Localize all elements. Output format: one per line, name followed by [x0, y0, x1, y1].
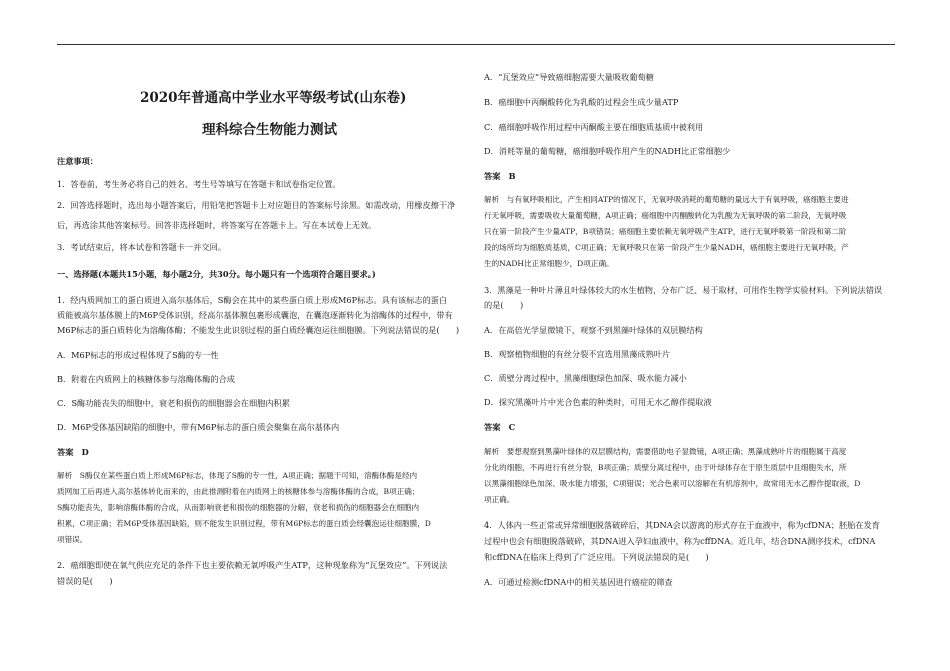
notice-item: 3．考试结束后，将本试卷和答题卡一并交回。: [57, 242, 226, 252]
q2-analysis: 生的NADH比正常细胞少，D项正确。: [484, 259, 614, 268]
q2-analysis: 行无氧呼吸，需要吸收大量葡萄糖，A项正确；癌细胞中丙酮酸转化为乳酸为无氧呼吸的第二阶段，无氧呼吸: [484, 211, 847, 220]
q3-analysis: 项正确。: [484, 495, 515, 504]
q1-stem: M6P标志的蛋白质转化为溶酶体酶；不能发生此识别过程的蛋白质经囊泡运往细胞膜。下列说法错误的是( ): [57, 325, 460, 335]
page-title: 2020年普通高中学业水平等级考试(山东卷): [140, 90, 407, 106]
q2-stem: 错误的是( ): [57, 576, 113, 586]
q2-option-c: C．癌细胞呼吸作用过程中丙酮酸主要在细胞质基质中被利用: [484, 122, 704, 132]
notice-item: 2．回答选择题时，选出每小题答案后，用铅笔把答题卡上对应题目的答案标号涂黑。如需改动，用橡皮擦干净: [57, 200, 456, 210]
q2-stem: 2．癌细胞即使在氧气供应充足的条件下也主要依赖无氧呼吸产生ATP，这种现象称为“瓦堡效应”。下列说法: [57, 560, 448, 570]
q1-analysis: 质网加工后再进入高尔基体转化而来的，由此推测附着在内质网上的核糖体参与溶酶体酶的合成，B项正确；: [57, 487, 420, 496]
q1-stem: 质能被高尔基体膜上的M6P受体识别，经高尔基体膜包裹形成囊泡，在囊泡逐渐转化为溶酶体的过程中，带有: [57, 310, 453, 320]
q3-option-a: A．在高倍光学显微镜下，观察不到黑藻叶绿体的双层膜结构: [484, 325, 703, 335]
q1-answer: 答案 D: [57, 447, 89, 457]
q1-option-c: C．S酶功能丧失的细胞中，衰老和损伤的细胞器会在细胞内积累: [57, 398, 290, 408]
q4-option-a: A．可通过检测cfDNA中的相关基因进行癌症的筛查: [484, 577, 673, 587]
q2-analysis: 段的场所均为细胞质基质，C项正确；无氧呼吸只在第一阶段产生少量NADH，癌细胞主要进行无氧呼吸，产: [484, 243, 849, 252]
q3-analysis: 解析 要想观察到黑藻叶绿体的双层膜结构，需要借助电子显微镜，A项正确；黑藻成熟叶片的细胞属于高度: [484, 447, 847, 456]
q3-option-d: D．探究黑藻叶片中光合色素的种类时，可用无水乙醇作提取液: [484, 397, 712, 407]
page-subtitle: 理科综合生物能力测试: [202, 122, 337, 138]
q1-analysis: S酶功能丧失，影响溶酶体酶的合成，从而影响衰老和损伤的细胞器的分解，衰老和损伤的细胞器会在细胞内: [57, 503, 420, 512]
notice-heading: 注意事项：: [57, 156, 98, 166]
q3-stem: 3．黑藻是一种叶片薄且叶绿体较大的水生植物，分布广泛、易于取材，可用作生物学实验材料。下列说法错误: [484, 285, 883, 295]
q1-option-a: A．M6P标志的形成过程体现了S酶的专一性: [57, 350, 219, 360]
q2-answer: 答案 B: [484, 171, 516, 181]
notice-item: 1．答卷前，考生务必将自己的姓名、考生号等填写在答题卡和试卷指定位置。: [57, 179, 341, 189]
q2-option-b: B．癌细胞中丙酮酸转化为乳酸的过程会生成少量ATP: [484, 97, 679, 107]
q4-stem: 4．人体内一些正常或异常细胞脱落破碎后，其DNA会以游离的形式存在于血液中，称为cfDNA；胚胎在发育: [484, 520, 880, 530]
q1-option-d: D．M6P受体基因缺陷的细胞中，带有M6P标志的蛋白质会聚集在高尔基体内: [57, 422, 340, 432]
q2-option-d: D．消耗等量的葡萄糖，癌细胞呼吸作用产生的NADH比正常细胞少: [484, 146, 731, 156]
q2-option-a: A．“瓦堡效应”导致癌细胞需要大量吸收葡萄糖: [484, 72, 654, 82]
q1-stem: 1．经内质网加工的蛋白质进入高尔基体后，S酶会在其中的某些蛋白质上形成M6P标志。具有该标志的蛋白: [57, 295, 448, 305]
q4-stem: 过程中也会有细胞脱落破碎，其DNA进入孕妇血液中，称为cffDNA。近几年，结合DNA测序技术，cfDNA: [484, 536, 876, 546]
q2-analysis: 只在第一阶段产生少量ATP，B项错误；癌细胞主要依赖无氧呼吸产生ATP，进行无氧呼吸第一阶段和第二阶: [484, 227, 847, 236]
q4-stem: 和cffDNA在临床上得到了广泛应用。下列说法错误的是( ): [484, 552, 709, 562]
q1-analysis: 积累，C项正确；若M6P受体基因缺陷，则不能发生识别过程，带有M6P标志的蛋白质会经囊泡运往细胞膜，D: [57, 519, 431, 528]
section-heading: 一、选择题(本题共15小题，每小题2分，共30分。每小题只有一个选项符合题目要求。): [57, 269, 376, 279]
q3-answer: 答案 C: [484, 422, 516, 432]
q3-stem: 的是( ): [484, 300, 524, 310]
q3-analysis: 分化的细胞，不再进行有丝分裂，B项正确；质壁分离过程中，由于叶绿体存在于原生质层中且细胞失水，所: [484, 463, 847, 472]
q3-analysis: 以黑藻细胞绿色加深、吸水能力增强，C项错误；光合色素可以溶解在有机溶剂中，故常用无水乙醇作提取液，D: [484, 479, 861, 488]
q2-analysis: 解析 与有氧呼吸相比，产生相同ATP的情况下，无氧呼吸消耗的葡萄糖的量远大于有氧呼吸，癌细胞主要进: [484, 195, 849, 204]
q1-analysis: 解析 S酶仅在某些蛋白质上形成M6P标志，体现了S酶的专一性，A项正确；据题干可知，溶酶体酶是经内: [57, 471, 418, 480]
q1-analysis: 项错误。: [57, 535, 88, 544]
notice-item: 后，再选涂其他答案标号。回答非选择题时，将答案写在答题卡上。写在本试卷上无效。: [57, 220, 377, 230]
header-rule: [57, 44, 895, 45]
q3-option-b: B．观察植物细胞的有丝分裂不宜选用黑藻成熟叶片: [484, 349, 671, 359]
q3-option-c: C．质壁分离过程中，黑藻细胞绿色加深、吸水能力减小: [484, 373, 687, 383]
q1-option-b: B．附着在内质网上的核糖体参与溶酶体酶的合成: [57, 374, 235, 384]
